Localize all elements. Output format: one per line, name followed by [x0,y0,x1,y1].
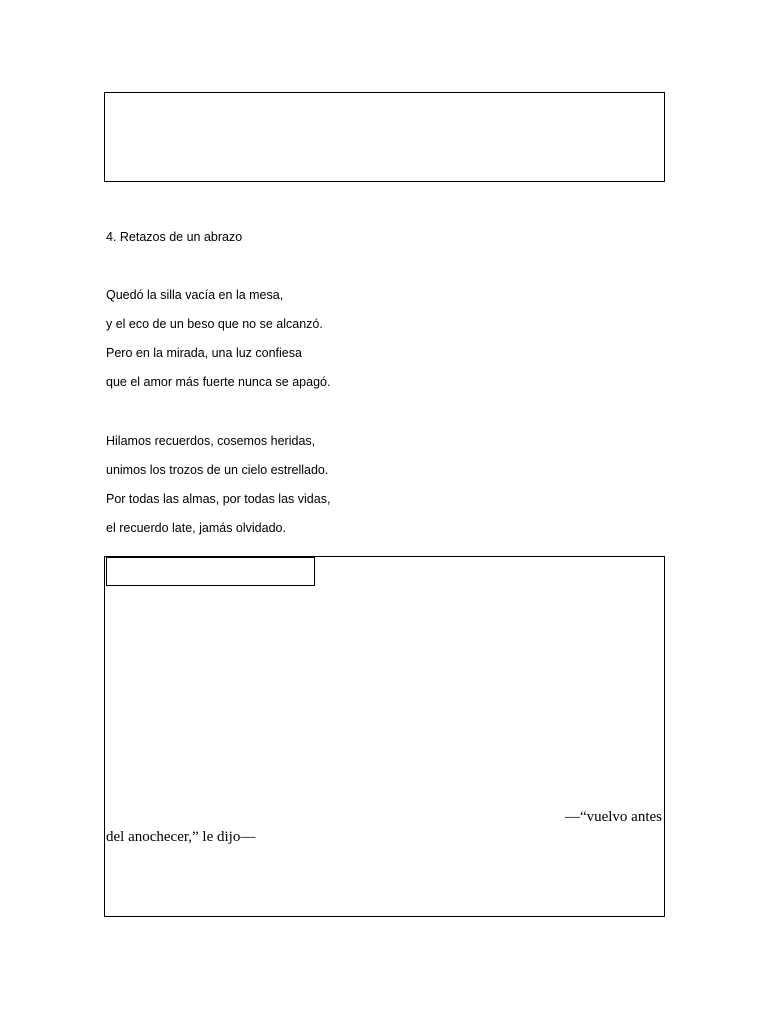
bottom-text-box [104,556,665,917]
inner-label-box [106,557,315,586]
quote-line-1: —“vuelvo antes [564,809,662,825]
poem-line: que el amor más fuerte nunca se apagó. [106,375,331,389]
poem-line: Hilamos recuerdos, cosemos heridas, [106,434,316,448]
quote-line-2: del anochecer,” le dijo— [106,829,256,845]
poem-title: 4. Retazos de un abrazo [106,230,243,244]
poem-line: Pero en la mirada, una luz confiesa [106,346,302,360]
poem-line: y el eco de un beso que no se alcanzó. [106,317,323,331]
top-text-box [104,92,665,182]
poem-line: el recuerdo late, jamás olvidado. [106,521,286,535]
poem-line: Quedó la silla vacía en la mesa, [106,288,284,302]
poem-line: Por todas las almas, por todas las vidas, [106,492,331,506]
poem-line: unimos los trozos de un cielo estrellado. [106,463,329,477]
